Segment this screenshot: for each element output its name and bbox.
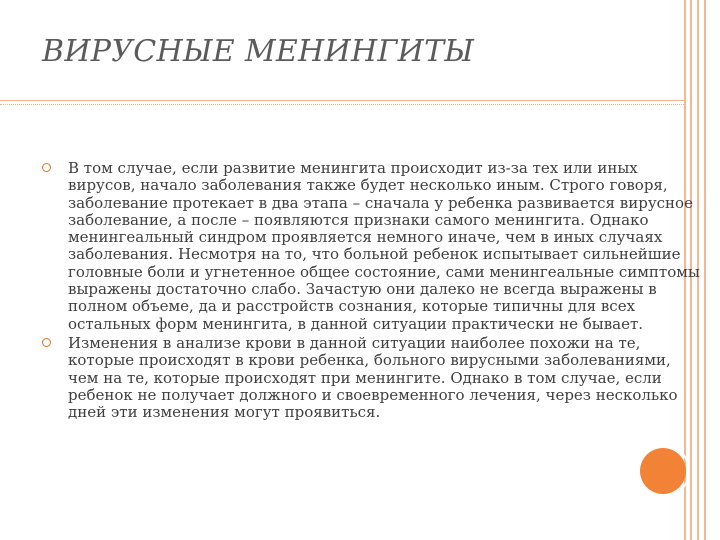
title-divider [0, 100, 686, 101]
decorative-circle [640, 448, 686, 494]
bullet-item [42, 160, 702, 333]
bullet-text: В том случае, если развитие менингита происходит из-за тех или иных вирусов, начало заболевания также будет несколько иным. Строго говоря, заболевание протекает в два этапа – сначала у ребенка развивается вирусное заболевание, а после – появляются признаки самого менингита. Однако менингеальный синдром проявляется немного иначе, чем в иных случаях заболевания. Несмотря на то, что больной ребенок испытывает сильнейшие головные боли и угнетенное общее состояние, сами менингеальные симптомы выражены достаточно слабо. Зачастую они далеко не всегда выражены в полном объеме, да и расстройств сознания, которые типичны для всех остальных форм менингита, в данной ситуации практически не бывает. [68, 159, 700, 333]
title-dotted-divider [0, 104, 686, 105]
bullet-text: Изменения в анализе крови в данной ситуации наиболее похожи на те, которые происходят в крови ребенка, больного вирусными заболеваниями, чем на те, которые происходят при менингите. Однако в том случае, если ребенок не получает должного и своевременного лечения, через несколько дней эти изменения могут проявиться. [68, 333, 678, 422]
bullet-circle-icon [42, 163, 51, 172]
frame-line [704, 0, 706, 540]
bullet-list [42, 160, 702, 423]
bullet-circle-icon [42, 338, 51, 347]
slide-title: ВИРУСНЫЕ МЕНИНГИТЫ [42, 34, 475, 69]
bullet-item [42, 335, 702, 421]
